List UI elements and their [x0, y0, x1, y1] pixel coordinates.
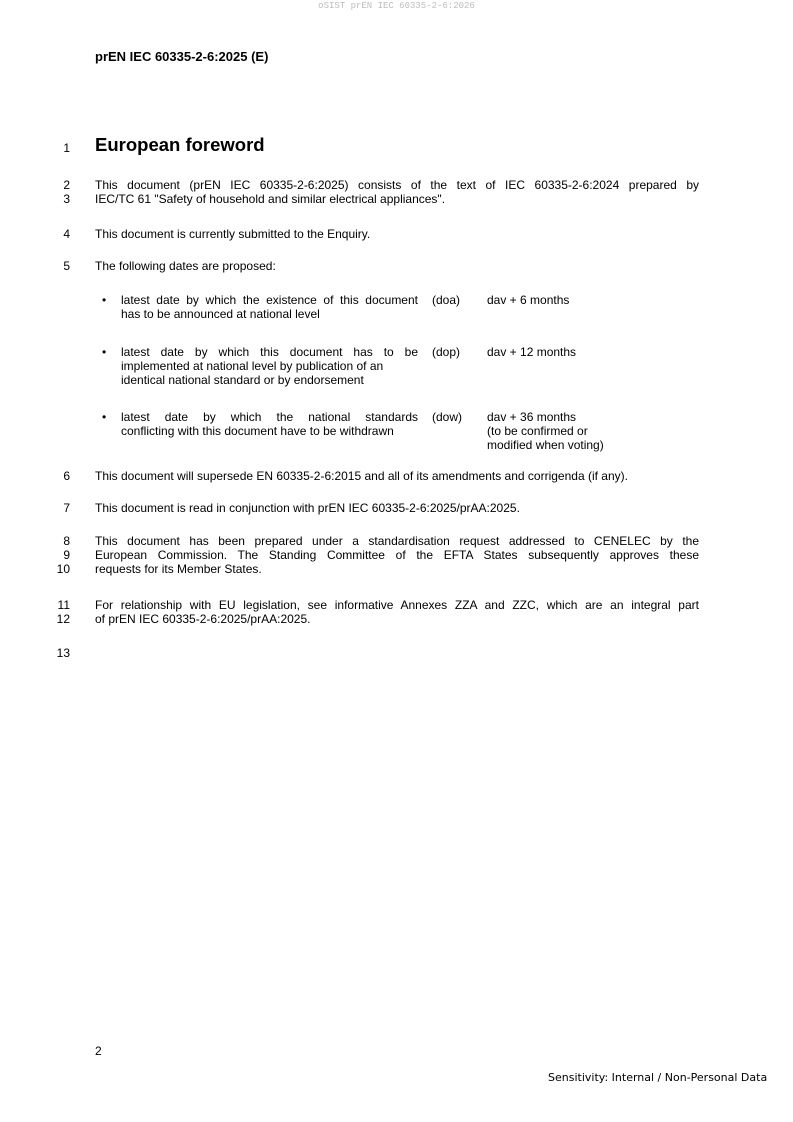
bullet-glyph: • [102, 410, 107, 424]
paragraph-line: This document is currently submitted to the Enquiry. [95, 227, 371, 241]
document-id-header: prEN IEC 60335-2-6:2025 (E) [95, 49, 269, 64]
date-description-line: latest date by which the existence of this document [121, 293, 418, 307]
line-number: 1 [63, 141, 70, 155]
paragraph-line: This document has been prepared under a standardisation request addressed to CENELEC by the [95, 534, 699, 548]
date-value-dow [487, 410, 604, 452]
sensitivity-label: Sensitivity: Internal / Non-Personal Data [548, 1071, 768, 1084]
document-watermark: oSIST prEN IEC 60335-2-6:2026 [318, 1, 475, 11]
line-number: 9 [63, 548, 70, 562]
paragraph-conjunction [95, 501, 699, 515]
date-value-line: dav + 12 months [487, 345, 577, 359]
line-number: 13 [56, 646, 70, 660]
date-description-dow [121, 410, 418, 438]
paragraph-standardisation-request [95, 534, 699, 576]
date-description-doa [121, 293, 418, 321]
paragraph-line: This document (prEN IEC 60335-2-6:2025) consists of the text of IEC 60335-2-6:2024 prepared by [95, 178, 699, 192]
paragraph-line: For relationship with EU legislation, see informative Annexes ZZA and ZZC, which are an integral part [95, 598, 699, 612]
paragraph-line: European Commission. The Standing Committee of the EFTA States subsequently approves these [95, 548, 699, 562]
date-value-doa [487, 293, 569, 307]
bullet-glyph: • [102, 345, 107, 359]
line-number: 10 [56, 562, 70, 576]
paragraph-scope [95, 178, 699, 206]
bullet-glyph: • [102, 293, 107, 307]
date-description-line: conflicting with this document have to be withdrawn [121, 424, 394, 438]
date-description-dop [121, 345, 418, 387]
date-description-line: identical national standard or by endorsement [121, 373, 364, 387]
date-description-line: latest date by which this document has to be [121, 345, 418, 359]
paragraph-line: IEC/TC 61 "Safety of household and similar electrical appliances". [95, 192, 446, 206]
paragraph-line: This document is read in conjunction with prEN IEC 60335-2-6:2025/prAA:2025. [95, 501, 520, 515]
date-description-line: latest date by which the national standards [121, 410, 418, 424]
page-number: 2 [95, 1044, 102, 1058]
paragraph-line: requests for its Member States. [95, 562, 262, 576]
line-number: 3 [63, 192, 70, 206]
date-value-dop [487, 345, 576, 359]
date-code-dop: (dop) [432, 345, 461, 359]
date-code-dow: (dow) [432, 410, 463, 424]
date-description-line: implemented at national level by publication of an [121, 359, 384, 373]
date-value-line: (to be confirmed or [487, 424, 588, 438]
line-number: 7 [63, 501, 70, 515]
date-value-line: modified when voting) [487, 438, 604, 452]
paragraph-enquiry [95, 227, 699, 241]
paragraph-line: This document will supersede EN 60335-2-6:2015 and all of its amendments and corrigenda (if any). [95, 469, 628, 483]
paragraph-line: of prEN IEC 60335-2-6:2025/prAA:2025. [95, 612, 311, 626]
line-number: 4 [63, 227, 70, 241]
date-value-line: dav + 6 months [487, 293, 570, 307]
line-number: 2 [63, 178, 70, 192]
section-heading: European foreword [95, 134, 265, 155]
line-number: 6 [63, 469, 70, 483]
paragraph-dates-intro [95, 259, 699, 273]
line-number: 11 [57, 598, 70, 612]
date-value-line: dav + 36 months [487, 410, 577, 424]
line-number: 12 [56, 612, 70, 626]
date-description-line: has to be announced at national level [121, 307, 320, 321]
date-code-doa: (doa) [432, 293, 461, 307]
paragraph-supersede [95, 469, 699, 483]
paragraph-line: The following dates are proposed: [95, 259, 276, 273]
paragraph-eu-legislation [95, 598, 699, 626]
line-number: 5 [63, 259, 70, 273]
line-number: 8 [63, 534, 70, 548]
